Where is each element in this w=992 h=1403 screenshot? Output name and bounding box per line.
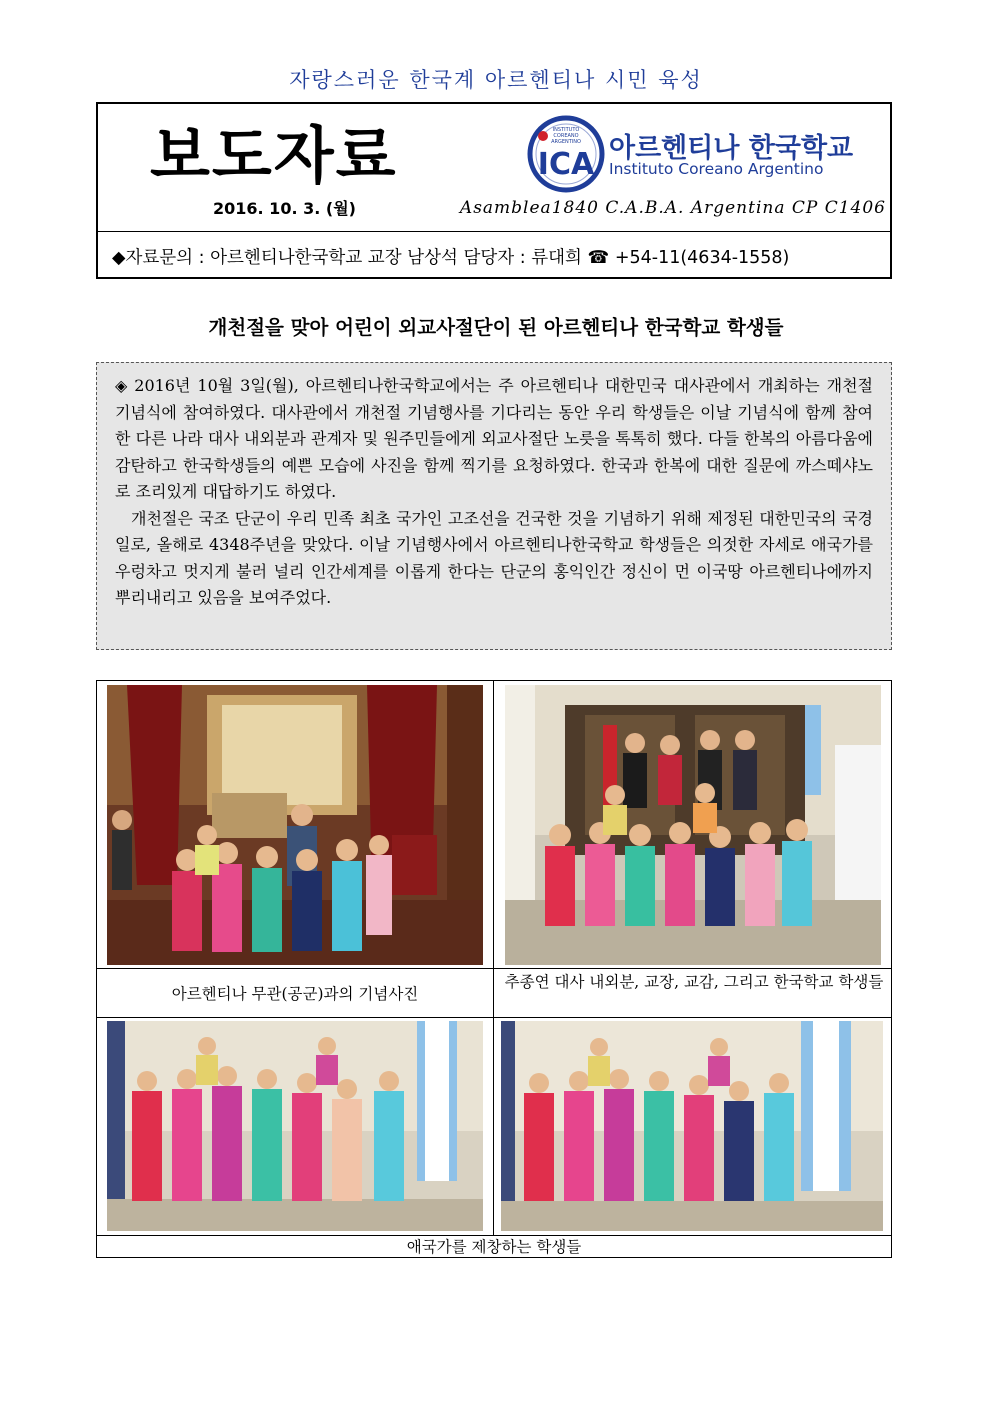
- header-divider: [98, 231, 890, 232]
- emblem-line-3: ARGENTINO: [551, 139, 581, 145]
- press-header-box: [96, 102, 892, 279]
- photo-anthem-1: [107, 1021, 483, 1231]
- table-divider: [97, 968, 891, 969]
- table-divider: [97, 1017, 891, 1018]
- photo-attache: [107, 685, 483, 965]
- table-divider: [493, 1017, 494, 1235]
- press-date: 2016. 10. 3. (월): [213, 199, 356, 218]
- table-divider: [97, 1235, 891, 1236]
- caption-attache: 아르헨티나 무관(공군)과의 기념사진: [171, 985, 419, 1003]
- article-paragraph-1: ◈ 2016년 10월 3일(월), 아르헨티나한국학교에서는 주 아르헨티나 대한민국 대사관에서 개최하는 개천절 기념식에 참여하였다. 대사관에서 개천절 기념행사를 기다리는 동안 우리 학생들은 이날 기념식에 함께 참여한 다른 나라 대사 내외분과 관계자 및 원주민들에게 외교사절단 노릇을 톡톡히 했다. 다들 한복의 아름다움에 감탄하고 한국학생들의 예쁜 모습에 사진을 함께 찍기를 요청하였다. 한국과 한복에 대한 질문에 까스떼샤노로 조리있게 대답하기도 하였다.: [115, 376, 873, 501]
- photo-anthem-2: [501, 1021, 883, 1231]
- slogan: 자랑스러운 한국계 아르헨티나 시민 육성: [289, 68, 703, 92]
- emblem-line-1: INSTITUTO: [552, 127, 580, 133]
- photo-ambassador: [505, 685, 881, 965]
- contact-info: ◆자료문의 : 아르헨티나한국학교 교장 남상석 담당자 : 류대희 ☎ +54-11(4634-1558): [112, 248, 790, 268]
- logo-name-ko: 아르헨티나 한국학교: [609, 133, 854, 164]
- article-body: [96, 362, 892, 650]
- emblem-letters: ICA: [537, 147, 595, 182]
- table-divider: [493, 681, 494, 1017]
- press-title: 보도자료: [150, 119, 398, 192]
- school-address: Asamblea1840 C.A.B.A. Argentina CP C1406: [459, 198, 886, 218]
- article-paragraph-2: 개천절은 국조 단군이 우리 민족 최초 국가인 고조선을 건국한 것을 기념하기 위해 제정된 대한민국의 국경일로, 올해로 4348주년을 맞았다. 이날 기념행사에서 아르헨티나한국학교 학생들은 의젓한 자세로 애국가를 우렁차고 멋지게 불러 널리 인간세계를 이롭게 한다는 단군의 홍익인간 정신이 먼 이국땅 아르헨티나에까지 뿌리내리고 있음을 보여주었다.: [115, 508, 873, 607]
- caption-anthem: 애국가를 제창하는 학생들: [406, 1238, 582, 1256]
- emblem-line-2: COREANO: [553, 133, 579, 139]
- headline: 개천절을 맞아 어린이 외교사절단이 된 아르헨티나 한국학교 학생들: [208, 316, 784, 339]
- photo-table: [96, 680, 892, 1258]
- logo-name-es: Instituto Coreano Argentino: [609, 160, 824, 178]
- caption-ambassador: 추종연 대사 내외분, 교장, 교감, 그리고 한국학교 학생들: [504, 973, 884, 991]
